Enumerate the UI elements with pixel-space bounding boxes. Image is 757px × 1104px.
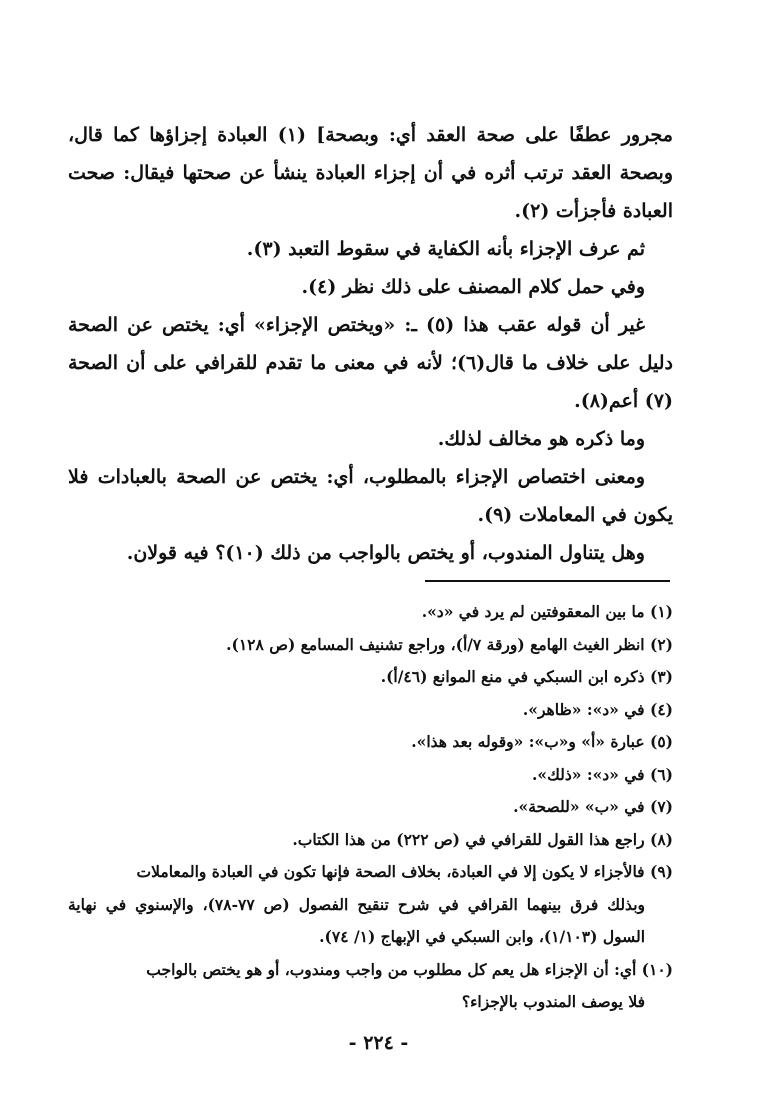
footnotes [68,596,673,1019]
footnote-separator [425,580,670,582]
footnote: (٩) فالأجزاء لا يكون إلا في العبادة، بخلاف الصحة فإنها تكون في العبادة والمعاملات [136,862,673,881]
paragraph: وما ذكره هو مخالف لذلك. [437,428,645,450]
paragraph: وفي حمل كلام المصنف على ذلك نظر (٤). [301,276,645,298]
footnote: (٧) في «ب» «للصحة». [513,797,673,816]
footnote-continuation: فلا يوصف المندوب بالإجزاء؟ [461,992,645,1011]
footnote: (٥) عبارة «أ» و«ب»: «وقوله بعد هذا». [411,732,673,751]
footnote: (١٠) أي: أن الإجزاء هل يعم كل مطلوب من واجب ومندوب، أو هو يختص بالواجب [146,959,673,979]
footnote: (٨) راجع هذا القول للقرافي في (ص ٢٢٢) من هذا الكتاب. [292,829,673,849]
footnote: (٣) ذكره ابن السبكي في منع الموانع (٤٦/أ). [380,667,673,686]
page-number: - ٢٢٤ - [348,1032,409,1054]
main-text [68,116,673,572]
paragraph: ومعنى اختصاص الإجزاء بالمطلوب، أي: يختص عن الصحة بالعبادات فلا يكون في المعاملات (٩). [68,466,673,526]
paragraph: ثم عرف الإجزاء بأنه الكفاية في سقوط التعبد (٣). [246,238,645,260]
footnote-continuation: وبذلك فرق بينهما القرافي في شرح تنقيح الفصول (ص ٧٧-٧٨)، والإسنوي في نهاية السول (١/١٠٣)، وابن السبكي في الإبهاج (١/ ٧٤). [68,894,645,946]
paragraph: وهل يتناول المندوب، أو يختص بالواجب من ذلك (١٠)؟ فيه قولان. [126,542,645,564]
footnote: (٢) انظر الغيث الهامع (ورقة ٧/أ)، وراجع تشنيف المسامع (ص ١٢٨). [226,634,673,654]
paragraph: مجرور عطفًا على صحة العقد أي: وبصحة] (١) العبادة إجزاؤها كما قال، وبصحة العقد ترتب أثره في أن إجزاء العبادة ينشأ عن صحتها فيقال: صحت العبادة فأجزأت (٢). [68,124,673,222]
footnote: (١) ما بين المعقوفتين لم يرد في «د». [421,602,673,621]
paragraph: غير أن قوله عقب هذا (٥) ـ: «ويختص الإجزاء» أي: يختص عن الصحة دليل على خلاف ما قال(٦)؛ لأنه في معنى ما تقدم للقرافي على أن الصحة (٧) أعم(٨). [68,314,673,412]
footnote: (٤) في «د»: «ظاهر». [522,699,673,719]
footnote: (٦) في «د»: «ذلك». [532,764,673,784]
